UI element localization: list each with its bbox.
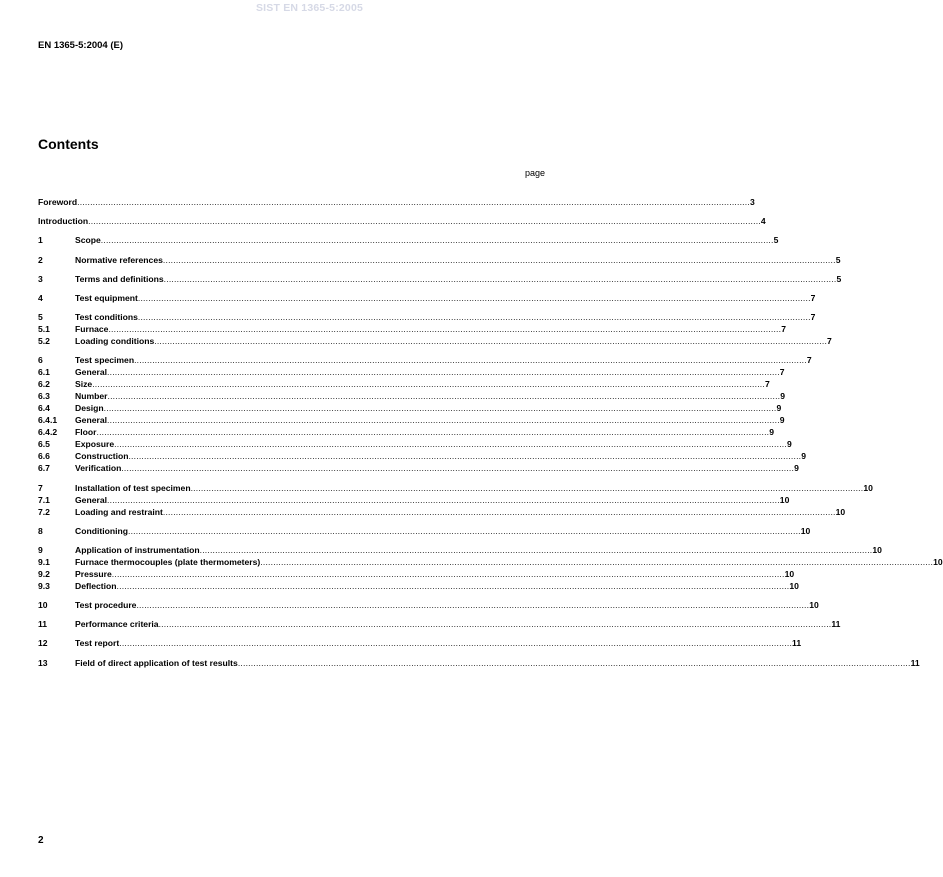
toc-leader-dots: .................................................................................................................................................................................................................................................................... bbox=[116, 580, 790, 591]
toc-entry-title: Test equipment bbox=[75, 292, 138, 303]
page-number: 2 bbox=[38, 835, 44, 846]
toc-group bbox=[38, 618, 841, 630]
toc-entry-title: General bbox=[75, 367, 108, 378]
toc-leader-dots: .................................................................................................................................................................................................................................................................... bbox=[107, 415, 780, 426]
toc-leader-dots: .................................................................................................................................................................................................................................................................... bbox=[107, 391, 781, 402]
toc-entry-number: 6.1 bbox=[38, 367, 50, 378]
toc-entry[interactable] bbox=[38, 599, 819, 611]
toc-leader-dots: .................................................................................................................................................................................................................................................................... bbox=[237, 657, 911, 668]
toc-entry[interactable] bbox=[38, 414, 785, 426]
toc-entry-title: Installation of test specimen bbox=[75, 482, 191, 493]
toc-entry-title: Number bbox=[75, 391, 108, 402]
toc-leader-dots: .................................................................................................................................................................................................................................................................... bbox=[163, 273, 837, 284]
toc-entry-page: 5 bbox=[836, 273, 842, 284]
table-of-contents bbox=[38, 196, 943, 676]
toc-leader-dots: .................................................................................................................................................................................................................................................................... bbox=[103, 403, 777, 414]
toc-leader-dots: .................................................................................................................................................................................................................................................................... bbox=[111, 568, 785, 579]
toc-entry-title: Construction bbox=[75, 451, 129, 462]
toc-entry-title: Application of instrumentation bbox=[75, 544, 200, 555]
page-title: Contents bbox=[38, 136, 99, 152]
toc-entry-page: 7 bbox=[827, 336, 832, 347]
toc-entry-number: 8 bbox=[38, 525, 43, 536]
toc-entry-number: 6.2 bbox=[38, 379, 50, 390]
toc-entry-page: 10 bbox=[779, 494, 790, 505]
toc-entry[interactable] bbox=[38, 273, 842, 285]
toc-group bbox=[38, 637, 802, 649]
toc-entry[interactable] bbox=[38, 292, 816, 304]
toc-entry[interactable] bbox=[38, 462, 799, 474]
toc-entry-title: Floor bbox=[75, 427, 97, 438]
toc-entry[interactable] bbox=[38, 234, 779, 246]
toc-entry-page: 3 bbox=[749, 197, 755, 207]
toc-entry-number: 7 bbox=[38, 482, 43, 493]
toc-leader-dots: .................................................................................................................................................................................................................................................................... bbox=[100, 235, 774, 246]
toc-entry-page: 7 bbox=[781, 324, 786, 335]
toc-entry-title: Introduction bbox=[38, 216, 89, 227]
toc-group bbox=[38, 599, 819, 611]
page-column-label: page bbox=[524, 168, 545, 178]
toc-leader-dots: .................................................................................................................................................................................................................................................................... bbox=[199, 544, 873, 555]
toc-entry-page: 10 bbox=[835, 506, 846, 517]
toc-entry-title: Size bbox=[75, 379, 93, 390]
toc-entry-title: Test specimen bbox=[75, 355, 135, 366]
toc-leader-dots: .................................................................................................................................................................................................................................................................... bbox=[190, 482, 864, 493]
toc-entry-number: 9.2 bbox=[38, 568, 50, 579]
toc-entry-number: 6.5 bbox=[38, 439, 50, 450]
toc-group bbox=[38, 657, 920, 669]
toc-group bbox=[38, 311, 832, 347]
toc-leader-dots: .................................................................................................................................................................................................................................................................... bbox=[121, 463, 795, 474]
toc-entry-number: 3 bbox=[38, 273, 43, 284]
toc-leader-dots: .................................................................................................................................................................................................................................................................... bbox=[162, 506, 836, 517]
toc-entry-title: Field of direct application of test results bbox=[75, 657, 238, 668]
toc-entry-title: Conditioning bbox=[75, 525, 128, 536]
toc-entry-number: 10 bbox=[38, 600, 48, 611]
toc-entry[interactable] bbox=[38, 618, 841, 630]
toc-entry-number: 5.1 bbox=[38, 324, 50, 335]
toc-entry-number: 5.2 bbox=[38, 336, 50, 347]
toc-leader-dots: .................................................................................................................................................................................................................................................................... bbox=[137, 312, 811, 323]
toc-entry-number: 6.3 bbox=[38, 391, 50, 402]
toc-leader-dots: .................................................................................................................................................................................................................................................................... bbox=[92, 379, 765, 390]
toc-entry[interactable] bbox=[38, 323, 786, 335]
toc-entry-page: 7 bbox=[779, 367, 785, 378]
toc-group bbox=[38, 544, 943, 592]
toc-entry[interactable] bbox=[38, 450, 807, 462]
toc-entry-number: 13 bbox=[38, 657, 48, 668]
toc-entry[interactable] bbox=[38, 657, 920, 669]
toc-leader-dots: .................................................................................................................................................................................................................................................................... bbox=[162, 254, 836, 265]
toc-entry[interactable] bbox=[38, 402, 782, 414]
toc-group bbox=[38, 215, 766, 227]
toc-entry-number: 6.7 bbox=[38, 463, 50, 474]
toc-leader-dots: .................................................................................................................................................................................................................................................................... bbox=[107, 494, 780, 505]
toc-entry[interactable] bbox=[38, 366, 785, 378]
toc-entry-number: 9 bbox=[38, 544, 43, 555]
toc-entry-number: 12 bbox=[38, 638, 48, 649]
toc-entry[interactable] bbox=[38, 390, 786, 402]
toc-entry-page: 10 bbox=[933, 556, 943, 567]
toc-entry-page: 5 bbox=[773, 235, 779, 246]
toc-leader-dots: .................................................................................................................................................................................................................................................................... bbox=[128, 451, 802, 462]
toc-entry[interactable] bbox=[38, 254, 841, 266]
toc-entry-page: 9 bbox=[794, 463, 799, 474]
toc-entry-title: Performance criteria bbox=[75, 619, 159, 630]
toc-leader-dots: .................................................................................................................................................................................................................................................................... bbox=[108, 324, 782, 335]
toc-leader-dots: .................................................................................................................................................................................................................................................................... bbox=[107, 367, 780, 378]
toc-group bbox=[38, 292, 816, 304]
toc-entry-page: 9 bbox=[776, 403, 782, 414]
toc-entry[interactable] bbox=[38, 525, 811, 537]
toc-entry-number: 5 bbox=[38, 312, 43, 323]
toc-entry-title: General bbox=[75, 415, 108, 426]
toc-entry-title: Design bbox=[75, 403, 104, 414]
toc-entry-title: Foreword bbox=[38, 197, 78, 207]
toc-entry-number: 9.3 bbox=[38, 580, 50, 591]
toc-entry-title: Test conditions bbox=[75, 312, 138, 323]
toc-entry-number: 6 bbox=[38, 355, 43, 366]
toc-entry[interactable] bbox=[38, 426, 775, 438]
toc-entry-page: 9 bbox=[769, 427, 775, 438]
toc-entry-title: Deflection bbox=[75, 580, 117, 591]
toc-leader-dots: .................................................................................................................................................................................................................................................................... bbox=[77, 197, 750, 207]
toc-entry-page: 10 bbox=[863, 482, 873, 493]
toc-entry-number: 11 bbox=[38, 619, 48, 630]
toc-entry[interactable] bbox=[38, 354, 812, 366]
toc-entry-title: Loading and restraint bbox=[75, 506, 163, 517]
toc-entry-title: Verification bbox=[75, 463, 122, 474]
toc-entry-number: 6.4.1 bbox=[38, 415, 58, 426]
toc-entry[interactable] bbox=[38, 196, 755, 208]
toc-entry-title: Test procedure bbox=[75, 600, 137, 611]
toc-entry[interactable] bbox=[38, 482, 873, 494]
toc-entry-title: Exposure bbox=[75, 439, 115, 450]
document-identifier: EN 1365-5:2004 (E) bbox=[38, 40, 124, 51]
toc-group bbox=[38, 482, 873, 518]
toc-entry[interactable] bbox=[38, 556, 943, 568]
toc-leader-dots: .................................................................................................................................................................................................................................................................... bbox=[88, 216, 761, 227]
toc-leader-dots: .................................................................................................................................................................................................................................................................... bbox=[136, 600, 810, 611]
toc-entry-number: 4 bbox=[38, 292, 43, 303]
toc-entry-page: 7 bbox=[810, 292, 816, 303]
watermark: SIST EN 1365-5:2005 bbox=[255, 2, 364, 14]
toc-entry-page: 5 bbox=[835, 254, 841, 265]
toc-entry[interactable] bbox=[38, 335, 832, 347]
toc-entry-page: 10 bbox=[800, 525, 811, 536]
toc-entry-page: 7 bbox=[810, 312, 816, 323]
toc-entry-number: 7.1 bbox=[38, 494, 50, 505]
toc-group bbox=[38, 254, 841, 266]
toc-entry[interactable] bbox=[38, 311, 816, 323]
toc-group bbox=[38, 196, 755, 208]
toc-entry-page: 4 bbox=[760, 216, 766, 227]
toc-entry[interactable] bbox=[38, 378, 770, 390]
toc-entry-title: Furnace bbox=[75, 324, 109, 335]
toc-entry-page: 9 bbox=[779, 415, 785, 426]
toc-entry-page: 10 bbox=[784, 568, 795, 579]
toc-entry-title: Test report bbox=[75, 638, 120, 649]
toc-entry[interactable] bbox=[38, 494, 790, 506]
toc-entry-page: 9 bbox=[780, 391, 786, 402]
toc-leader-dots: .................................................................................................................................................................................................................................................................... bbox=[154, 336, 828, 347]
toc-entry[interactable] bbox=[38, 637, 802, 649]
toc-entry-number: 6.6 bbox=[38, 451, 50, 462]
toc-entry-page: 11 bbox=[792, 638, 802, 649]
toc-entry-title: General bbox=[75, 494, 108, 505]
toc-entry-number: 7.2 bbox=[38, 506, 50, 517]
toc-leader-dots: .................................................................................................................................................................................................................................................................... bbox=[134, 355, 807, 366]
toc-entry-number: 6.4 bbox=[38, 403, 50, 414]
toc-entry-page: 11 bbox=[831, 619, 841, 630]
toc-group bbox=[38, 234, 779, 246]
toc-entry-title: Furnace thermocouples (plate thermometers) bbox=[75, 556, 261, 567]
toc-entry[interactable] bbox=[38, 580, 799, 592]
toc-leader-dots: .................................................................................................................................................................................................................................................................... bbox=[158, 619, 832, 630]
toc-entry-title: Pressure bbox=[75, 568, 112, 579]
toc-entry[interactable] bbox=[38, 544, 882, 556]
toc-entry-page: 7 bbox=[764, 379, 770, 390]
toc-entry-number: 9.1 bbox=[38, 556, 50, 567]
toc-leader-dots: .................................................................................................................................................................................................................................................................... bbox=[127, 525, 801, 536]
toc-entry-title: Terms and definitions bbox=[75, 273, 164, 284]
toc-leader-dots: .................................................................................................................................................................................................................................................................... bbox=[137, 292, 811, 303]
toc-entry-page: 9 bbox=[801, 451, 807, 462]
toc-entry-page: 11 bbox=[910, 657, 920, 668]
toc-entry-number: 2 bbox=[38, 254, 43, 265]
toc-entry-title: Loading conditions bbox=[75, 336, 155, 347]
toc-entry-page: 9 bbox=[786, 439, 792, 450]
toc-entry-title: Normative references bbox=[75, 254, 163, 265]
toc-group bbox=[38, 354, 812, 474]
toc-leader-dots: .................................................................................................................................................................................................................................................................... bbox=[114, 439, 787, 450]
toc-entry[interactable] bbox=[38, 215, 766, 227]
toc-entry-page: 7 bbox=[806, 355, 812, 366]
toc-leader-dots: .................................................................................................................................................................................................................................................................... bbox=[260, 556, 934, 567]
toc-entry-number: 1 bbox=[38, 235, 43, 246]
toc-entry[interactable] bbox=[38, 506, 846, 518]
toc-entry-page: 10 bbox=[789, 580, 799, 591]
toc-entry-page: 10 bbox=[809, 600, 819, 611]
toc-entry-number: 6.4.2 bbox=[38, 427, 58, 438]
toc-entry-title: Scope bbox=[75, 235, 101, 246]
toc-group bbox=[38, 525, 811, 537]
toc-entry[interactable] bbox=[38, 438, 792, 450]
toc-entry-page: 10 bbox=[872, 544, 882, 555]
toc-group bbox=[38, 273, 842, 285]
toc-entry[interactable] bbox=[38, 568, 795, 580]
toc-leader-dots: .................................................................................................................................................................................................................................................................... bbox=[119, 638, 793, 649]
toc-leader-dots: .................................................................................................................................................................................................................................................................... bbox=[96, 427, 770, 438]
